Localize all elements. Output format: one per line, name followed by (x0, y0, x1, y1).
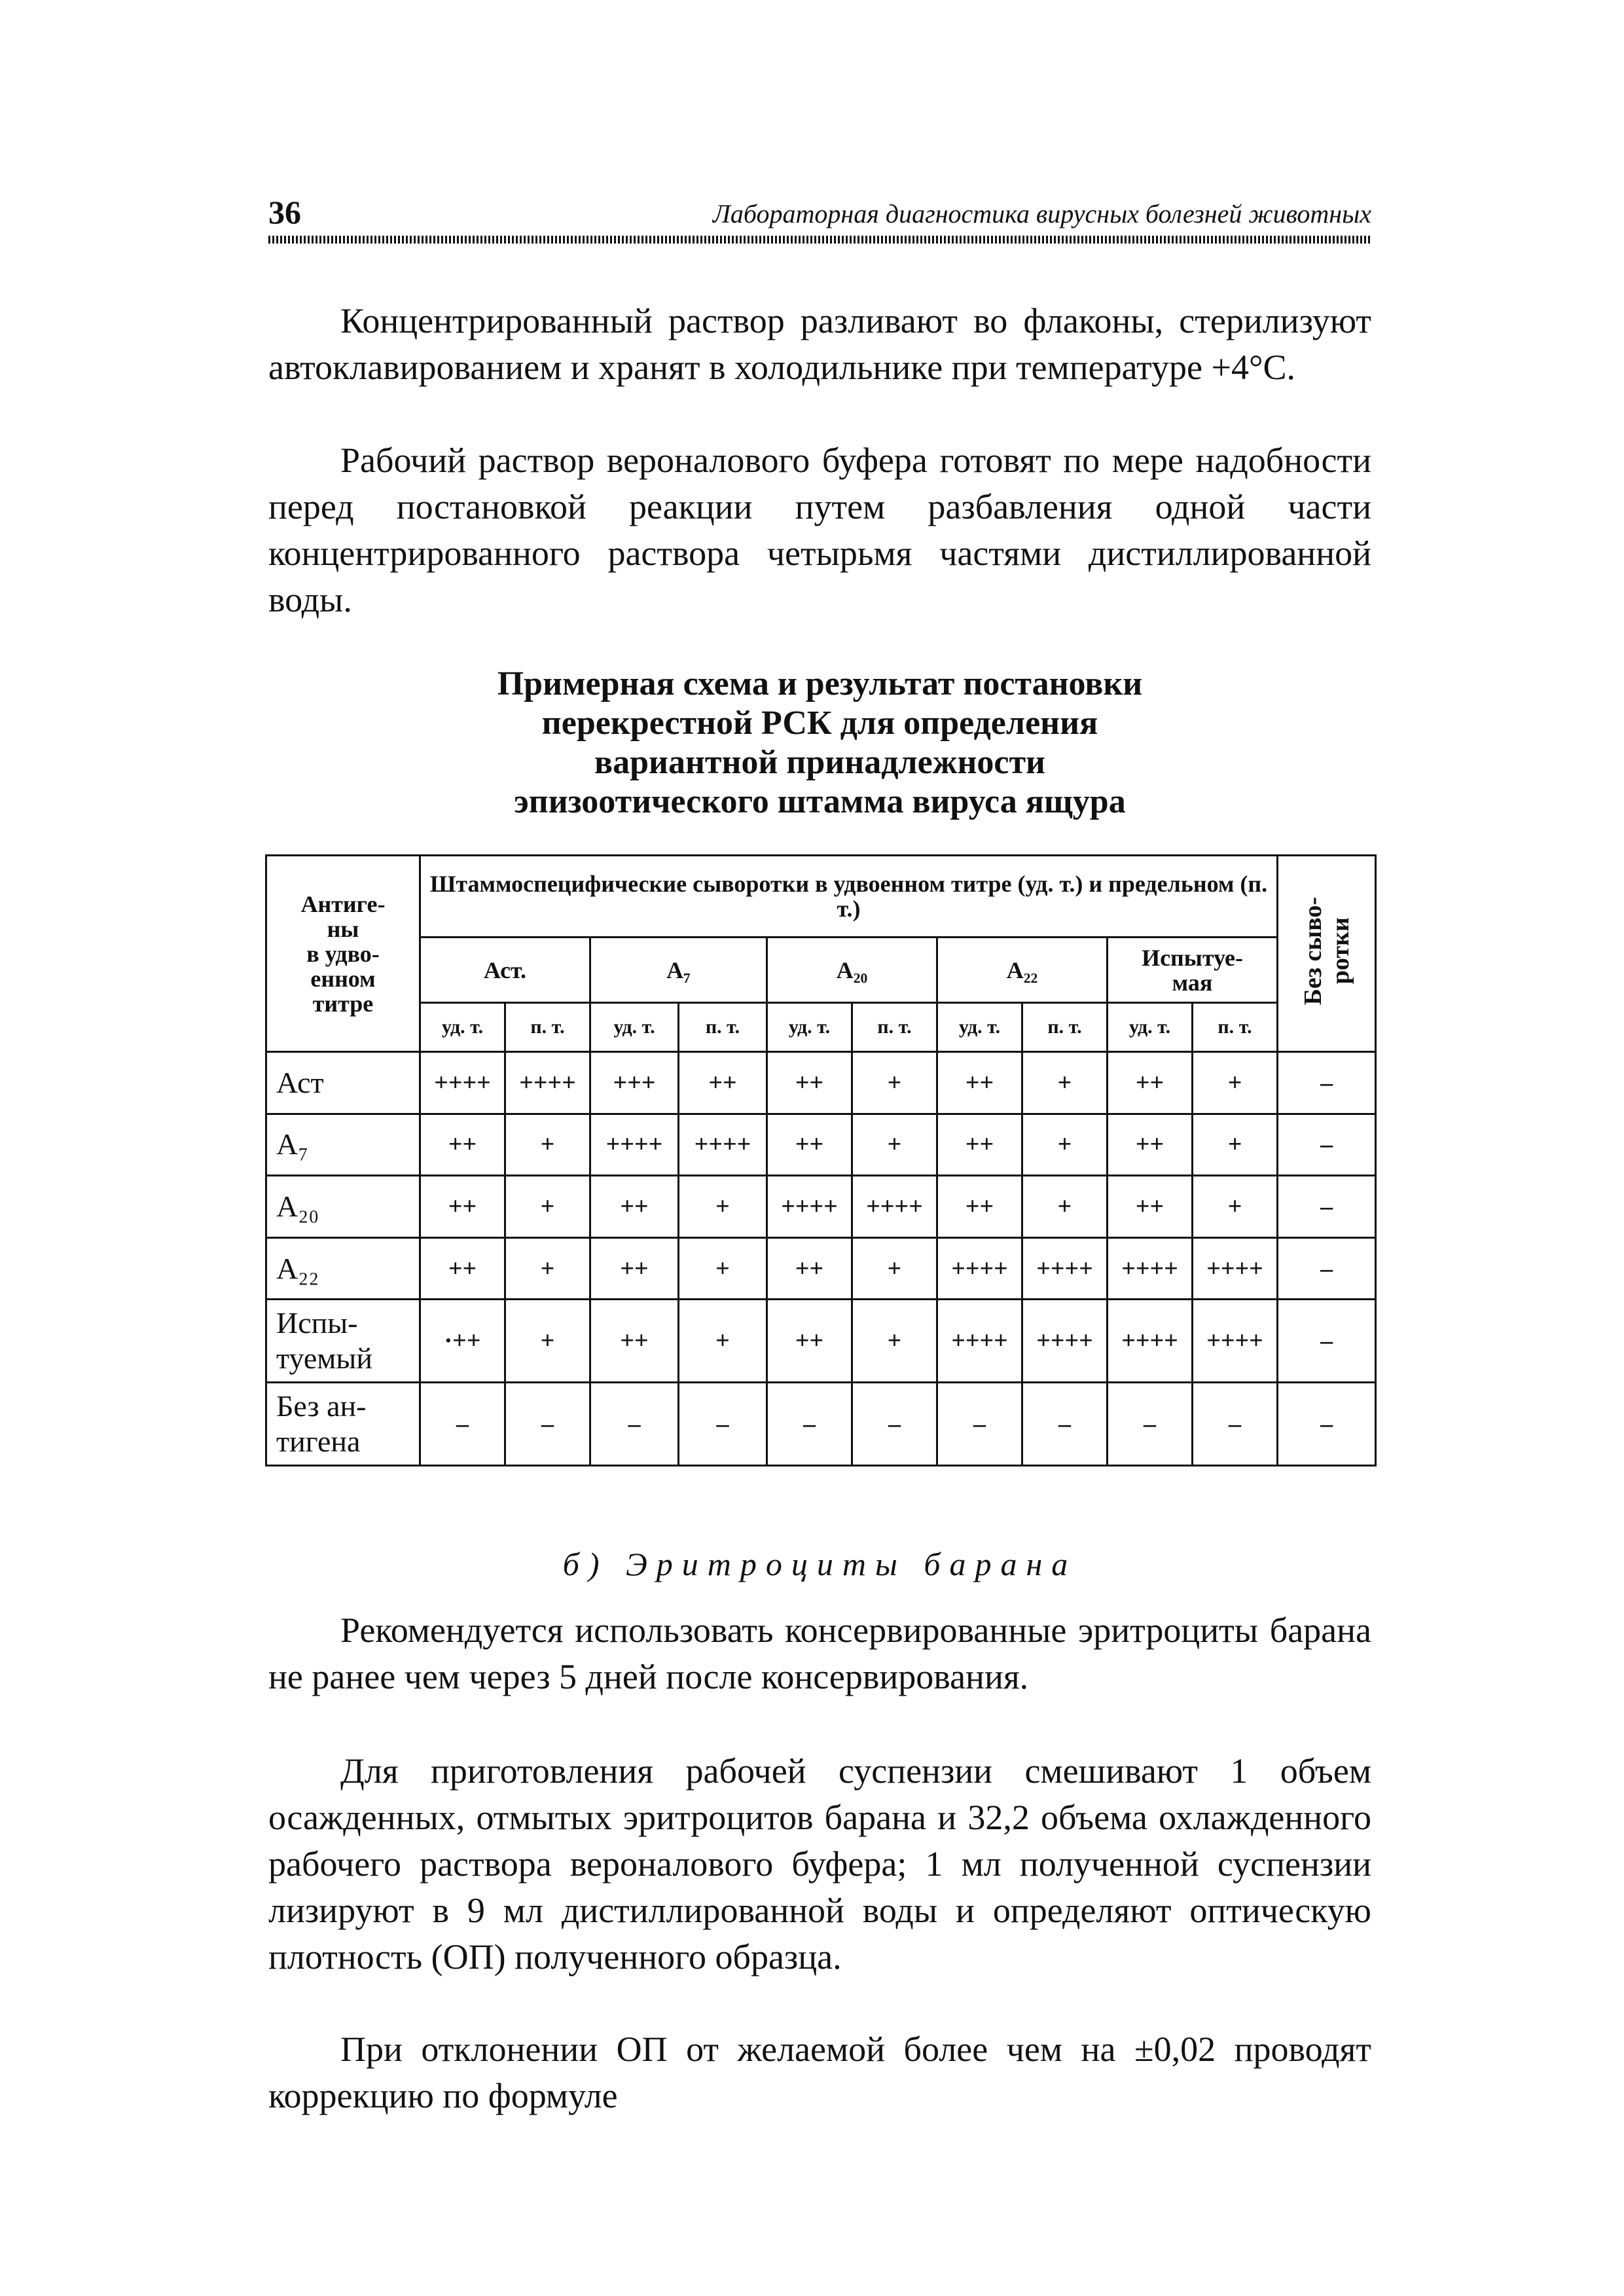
subheader: п. т. (1193, 1003, 1278, 1052)
table-cell: + (1193, 1176, 1278, 1238)
paragraph: Рекомендуется использовать консервированные эритроциты барана не ранее чем через 5 дней после консервирования. (268, 1611, 1371, 1696)
table-cell: ++++ (679, 1114, 767, 1176)
row-label: Без ан- тигена (266, 1383, 420, 1466)
table-cell: ++++ (1022, 1300, 1108, 1383)
table-cell: – (767, 1383, 852, 1466)
table-cell: ++ (767, 1052, 852, 1114)
table-cell: ++ (937, 1114, 1022, 1176)
table-cell: + (505, 1114, 590, 1176)
table-cell: – (1278, 1237, 1376, 1300)
page-header (268, 193, 1371, 232)
subheader: уд. т. (590, 1003, 679, 1052)
table-cell: + (505, 1300, 590, 1383)
table-cell: ++++ (1022, 1237, 1108, 1300)
table-row (266, 1052, 1376, 1114)
table-cell: ++++ (1193, 1300, 1278, 1383)
table-cell: + (852, 1237, 937, 1300)
table-cell: + (679, 1176, 767, 1238)
section-title: б) Эритроциты барана (562, 1546, 1077, 1582)
table-cell: ++++ (1193, 1237, 1278, 1300)
table-cell: ++ (420, 1114, 505, 1176)
no-serum-header-text: Без сыво- ротки (1299, 897, 1354, 1006)
table-cell: – (937, 1383, 1022, 1466)
table-cell: + (852, 1300, 937, 1383)
table-cell: – (420, 1383, 505, 1466)
table-caption (268, 665, 1371, 822)
paragraph: Для приготовления рабочей суспензии смешивают 1 объем осажденных, отмытых эритроцитов барана и 32,2 объема охлажденного рабочего раствора вероналового буфера; 1 мл полученной суспензии лизируют в 9 мл дистиллированной воды и определяют оптическую плотность (ОП) полученного образца. (268, 1751, 1371, 1977)
group-header: Штаммоспецифические сыворотки в удвоенном титре (уд. т.) и предельном (п. т.) (420, 856, 1278, 938)
table-cell: ++ (1108, 1176, 1193, 1238)
table-cell: – (505, 1383, 590, 1466)
table-cell: + (852, 1114, 937, 1176)
table-cell: – (1278, 1383, 1376, 1466)
table-cell: – (1278, 1176, 1376, 1238)
subheader: уд. т. (937, 1003, 1022, 1052)
caption-line: перекрестной РСК для определения (541, 704, 1098, 742)
table-cell: ++++ (420, 1052, 505, 1114)
table-row (266, 1114, 1376, 1176)
row-label: А₂₂ (266, 1237, 420, 1300)
table-cell: ++ (590, 1237, 679, 1300)
table-cell: ++ (679, 1052, 767, 1114)
subheader: п. т. (852, 1003, 937, 1052)
table-cell: ++++ (937, 1300, 1022, 1383)
table-body (266, 1052, 1376, 1466)
column-group-header: А₂₂ (937, 938, 1108, 1003)
row-label: Испы- туемый (266, 1300, 420, 1383)
table-cell: ++++ (1108, 1237, 1193, 1300)
table-row (266, 1300, 1376, 1383)
no-serum-header (1278, 856, 1376, 1052)
table-cell: + (1193, 1114, 1278, 1176)
table-cell: ++++ (505, 1052, 590, 1114)
table-cell: + (1022, 1114, 1108, 1176)
row-label: А₂₀ (266, 1176, 420, 1238)
table-row (266, 1176, 1376, 1238)
table-cell: + (505, 1237, 590, 1300)
table-row (266, 1383, 1376, 1466)
table-cell: ++ (767, 1114, 852, 1176)
subheader: п. т. (505, 1003, 590, 1052)
table-cell: – (1193, 1383, 1278, 1466)
table-cell: ++++ (852, 1176, 937, 1238)
caption-line: эпизоотического штамма вируса ящура (514, 783, 1126, 820)
paragraph: Концентрированный раствор разливают во флаконы, стерилизуют автоклавированием и хранят в холодильнике при температуре +4°С. (268, 301, 1371, 387)
table-cell: + (852, 1052, 937, 1114)
table-cell: ++ (590, 1176, 679, 1238)
table-cell: – (1278, 1300, 1376, 1383)
column-group-header: Испытуе- мая (1108, 938, 1278, 1003)
subheader: уд. т. (1108, 1003, 1193, 1052)
table-cell: ++++ (590, 1114, 679, 1176)
caption-line: Примерная схема и результат постановки (497, 665, 1143, 702)
table-cell: + (679, 1300, 767, 1383)
table-cell: ++ (1108, 1114, 1193, 1176)
table-cell: ++++ (1108, 1300, 1193, 1383)
subheader: уд. т. (767, 1003, 852, 1052)
column-group-header: Аст. (420, 938, 590, 1003)
table-cell: ++ (767, 1237, 852, 1300)
table-cell: ·++ (420, 1300, 505, 1383)
table-cell: ++ (937, 1052, 1022, 1114)
column-group-header: А₇ (590, 938, 767, 1003)
table-cell: – (1022, 1383, 1108, 1466)
table-cell: ++ (1108, 1052, 1193, 1114)
table-cell: – (1278, 1052, 1376, 1114)
table-cell: – (679, 1383, 767, 1466)
subheader: п. т. (679, 1003, 767, 1052)
running-title: Лабораторная диагностика вирусных болезней животных (712, 199, 1371, 228)
table-cell: – (852, 1383, 937, 1466)
results-table (265, 854, 1377, 1467)
table-cell: ++++ (767, 1176, 852, 1238)
table-cell: – (590, 1383, 679, 1466)
table-cell: + (505, 1176, 590, 1238)
row-label: А₇ (266, 1114, 420, 1176)
header-rule (268, 236, 1371, 244)
column-group-header: А₂₀ (767, 938, 937, 1003)
table-cell: + (1022, 1052, 1108, 1114)
caption-line: вариантной принадлежности (594, 744, 1045, 781)
page-number: 36 (268, 194, 301, 230)
table-row (266, 1237, 1376, 1300)
table-cell: + (1022, 1176, 1108, 1238)
table-cell: +++ (590, 1052, 679, 1114)
table-cell: ++++ (937, 1237, 1022, 1300)
table-cell: ++ (937, 1176, 1022, 1238)
table-cell: – (1278, 1114, 1376, 1176)
subheader: уд. т. (420, 1003, 505, 1052)
paragraph: При отклонении ОП от желаемой более чем на ±0,02 проводят коррекцию по формуле (268, 2030, 1371, 2115)
table-cell: ++ (767, 1300, 852, 1383)
table-cell: ++ (590, 1300, 679, 1383)
corner-header: Антиге- ны в удво- енном титре (266, 856, 420, 1052)
table-cell: + (1193, 1052, 1278, 1114)
table-cell: ++ (420, 1237, 505, 1300)
table-cell: – (1108, 1383, 1193, 1466)
table-cell: + (679, 1237, 767, 1300)
paragraph: Рабочий раствор вероналового буфера готовят по мере надобности перед постановкой реакции путем разбавления одной части концентрированного раствора четырьмя частями дистиллированной воды. (268, 441, 1371, 619)
table-cell: ++ (420, 1176, 505, 1238)
subheader: п. т. (1022, 1003, 1108, 1052)
row-label: Аст (266, 1052, 420, 1114)
